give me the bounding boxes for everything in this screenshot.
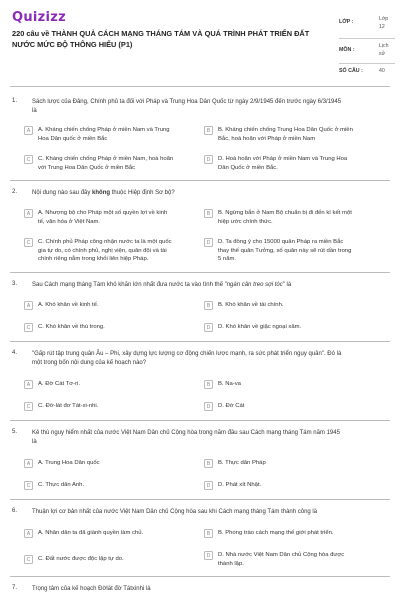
- option-letter-box: C: [24, 555, 33, 564]
- option-letter-box: C: [24, 481, 33, 490]
- worksheet-meta: [339, 14, 395, 78]
- option-letter-box: D: [204, 323, 213, 332]
- option-letter-box: C: [24, 323, 33, 332]
- option-letter-box: D: [204, 551, 213, 560]
- option-letter-box: A: [24, 301, 33, 310]
- header-divider: [10, 86, 390, 87]
- question-divider: [10, 576, 390, 577]
- option-letter-box: A: [24, 529, 33, 538]
- option-letter-box: B: [204, 301, 213, 310]
- option-letter-box: B: [204, 529, 213, 538]
- option-letter-box: D: [204, 402, 213, 411]
- option-letter-box: A: [24, 380, 33, 389]
- option-letter-box: C: [24, 402, 33, 411]
- question-text: Sau Cách mạng tháng Tám khó khăn lớn nhất đưa nước ta vào tình thế "ngàn cân treo sợi tóc" là: [32, 282, 292, 288]
- meta-grade: LỚP : Lớp 12: [339, 14, 395, 39]
- question-divider: [10, 341, 390, 342]
- option-letter-box: D: [204, 481, 213, 490]
- option-letter-box: A: [24, 459, 33, 468]
- option-letter-box: C: [24, 238, 33, 247]
- question-divider: [10, 420, 390, 421]
- option-letter-box: A: [24, 209, 33, 218]
- worksheet-title: 220 câu về THÀNH QUẢ CÁCH MẠNG THÁNG TÁM VÀ QUÁ TRÌNH PHÁT TRIỂN ĐẤT NƯỚC MỨC ĐỘ THÔNG HIỂU (P1): [12, 29, 310, 49]
- option-letter-box: B: [204, 459, 213, 468]
- question-text: Kẻ thù nguy hiểm nhất của nước Việt Nam Dân chủ Cộng hòa trong năm đầu sau Cách mạng tháng Tám năm 1945 là: [32, 430, 340, 445]
- question-text: Sách lược của Đảng, Chính phủ ta đối với Pháp và Trung Hoa Dân Quốc từ ngày 2/9/1945 đến trước ngày 6/3/1945 là: [32, 99, 342, 114]
- question-divider: [10, 180, 390, 181]
- option-letter-box: A: [24, 126, 33, 135]
- option-letter-box: D: [204, 238, 213, 247]
- question-text: Thuận lợi cơ bản nhất của nước Việt Nam Dân chủ Cộng hòa sau khi Cách mạng tháng Tám thành công là: [32, 509, 318, 515]
- question-divider: [10, 499, 390, 500]
- question-text: Trọng tâm của kế hoạch Đờlát đờ Tátxinhi là: [32, 586, 151, 592]
- option-letter-box: D: [204, 155, 213, 164]
- meta-question-count: SỐ CÂU : 40: [339, 68, 385, 74]
- question-text: Nội dung nào sau đây không thuộc Hiệp định Sơ bộ?: [32, 190, 175, 196]
- question-divider: [10, 272, 390, 273]
- question-text: "Gấp rút tập trung quân Âu – Phi, xây dựng lực lượng cơ động chiến lược mạnh, ra sức phát triển ngụy quân". Đó là một trong bốn nội dung của kế hoạch nào?: [32, 351, 342, 366]
- quizizz-logo: Quizizz: [12, 10, 67, 25]
- option-letter-box: C: [24, 155, 33, 164]
- worksheet-header: [12, 10, 388, 80]
- option-letter-box: B: [204, 209, 213, 218]
- option-letter-box: B: [204, 126, 213, 135]
- option-letter-box: B: [204, 380, 213, 389]
- meta-subject: MÔN : Lịch sử: [339, 39, 395, 64]
